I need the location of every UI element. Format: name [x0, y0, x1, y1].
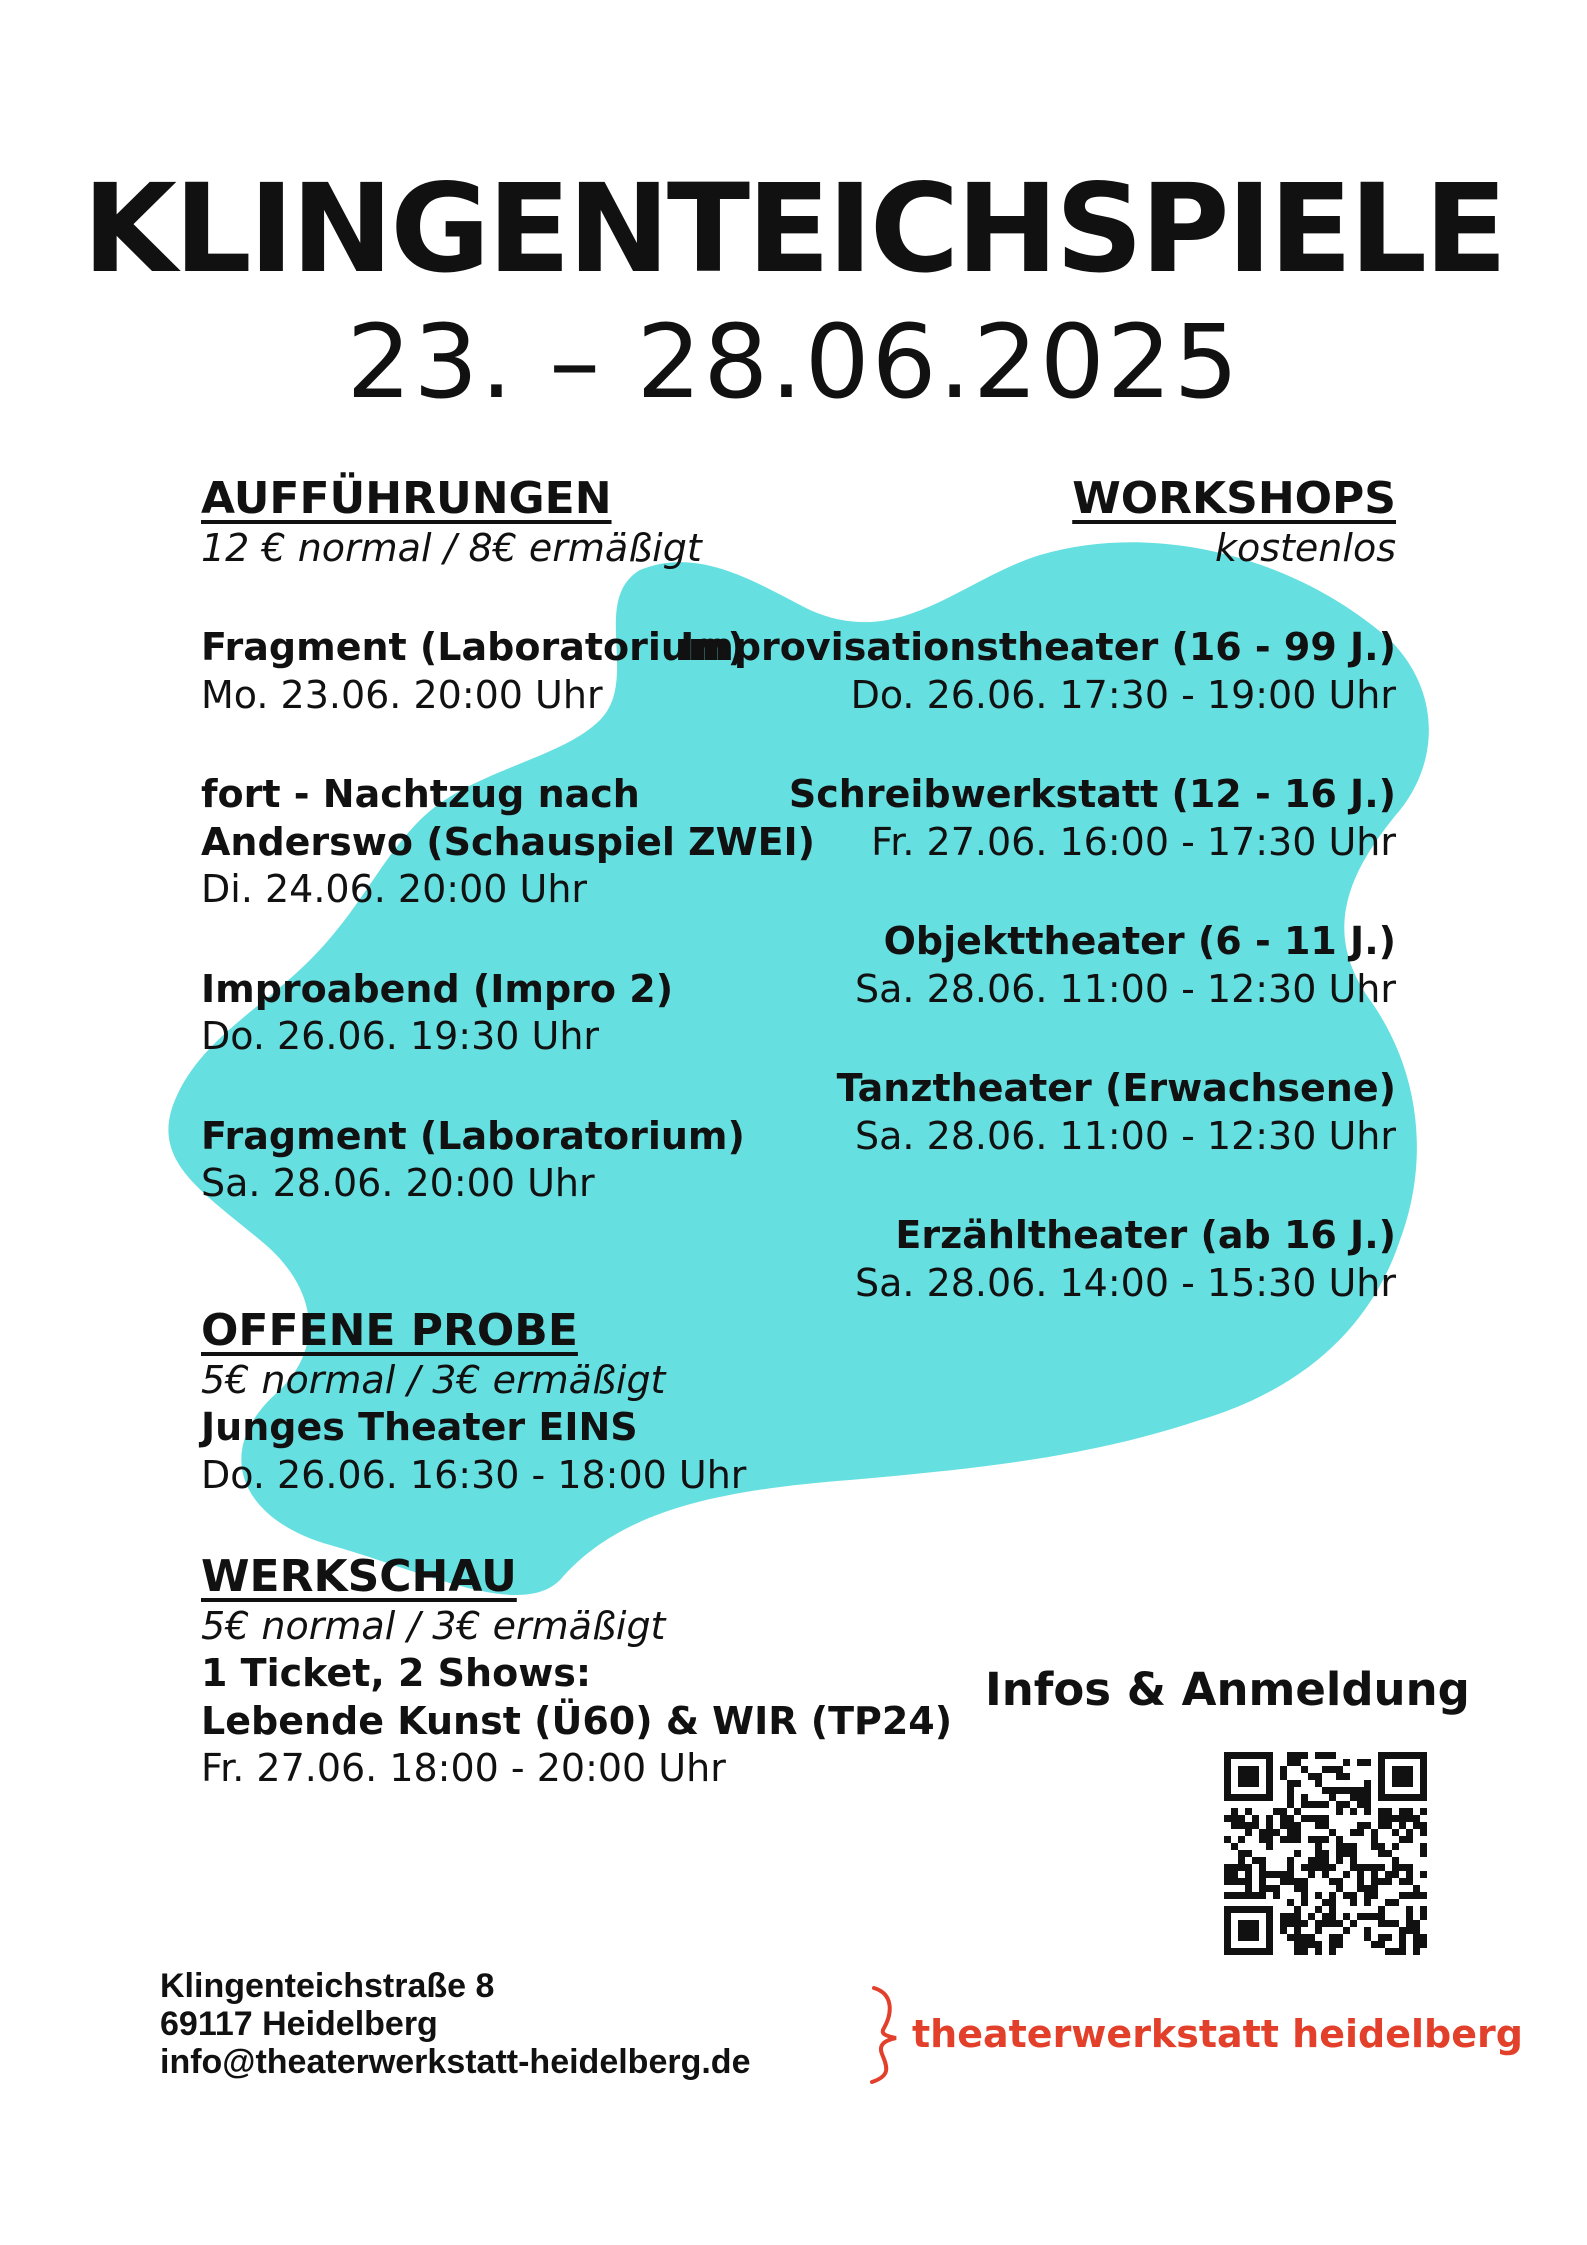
logo-text: theaterwerkstatt heidelberg	[912, 2012, 1523, 2056]
workshops-heading: WORKSHOPS	[1072, 473, 1396, 524]
workshops-section	[616, 474, 1396, 1307]
performances-price: 12 € normal / 8€ ermäßigt	[201, 525, 702, 570]
workshop-time: Sa. 28.06. 11:00 - 12:30 Uhr	[855, 966, 1396, 1011]
workshop-item	[616, 1065, 1396, 1160]
performance-title-line2: Anderswo (Schauspiel ZWEI)	[201, 819, 816, 864]
performance-time: Di. 24.06. 20:00 Uhr	[201, 867, 588, 912]
showcase-title: 1 Ticket, 2 Shows:	[201, 1651, 592, 1696]
workshop-item	[616, 624, 1396, 719]
open-rehearsal-heading: OFFENE PROBE	[201, 1305, 578, 1356]
performances-heading: AUFFÜHRUNGEN	[201, 473, 612, 524]
curly-brace-icon	[864, 1984, 904, 2084]
performance-time: Sa. 28.06. 20:00 Uhr	[201, 1161, 595, 1206]
theaterwerkstatt-logo	[864, 1984, 1523, 2084]
workshop-title: Tanztheater (Erwachsene)	[836, 1066, 1396, 1111]
workshop-title: Erzähltheater (ab 16 J.)	[895, 1213, 1396, 1258]
showcase-time: Fr. 27.06. 18:00 - 20:00 Uhr	[201, 1746, 726, 1791]
workshop-item	[616, 918, 1396, 1013]
email-link[interactable]: info@theaterwerkstatt-heidelberg.de	[160, 2043, 751, 2082]
workshop-time: Fr. 27.06. 16:00 - 17:30 Uhr	[871, 819, 1396, 864]
event-title: KLINGENTEICHSPIELE	[82, 158, 1505, 300]
address-city: 69117 Heidelberg	[160, 2005, 438, 2044]
performance-title: fort - Nachtzug nach	[201, 772, 640, 817]
performance-title: Fragment (Laboratorium)	[201, 625, 745, 670]
open-rehearsal-time: Do. 26.06. 16:30 - 18:00 Uhr	[201, 1452, 747, 1497]
workshop-item	[616, 771, 1396, 866]
workshop-item	[616, 1212, 1396, 1307]
showcase-title-line2: Lebende Kunst (Ü60) & WIR (TP24)	[201, 1698, 953, 1743]
workshop-time: Sa. 28.06. 14:00 - 15:30 Uhr	[855, 1260, 1396, 1305]
workshop-title: Improvisationstheater (16 - 99 J.)	[680, 625, 1396, 670]
performance-time: Do. 26.06. 19:30 Uhr	[201, 1014, 600, 1059]
showcase-section	[201, 1552, 1001, 1793]
open-rehearsal-price: 5€ normal / 3€ ermäßigt	[201, 1357, 666, 1402]
workshop-title: Schreibwerkstatt (12 - 16 J.)	[788, 772, 1396, 817]
open-rehearsal-title: Junges Theater EINS	[201, 1405, 638, 1450]
showcase-heading: WERKSCHAU	[201, 1551, 517, 1602]
qr-code[interactable]	[1224, 1752, 1427, 1955]
showcase-price: 5€ normal / 3€ ermäßigt	[201, 1603, 666, 1648]
event-dates: 23. – 28.06.2025	[346, 303, 1241, 422]
performance-time: Mo. 23.06. 20:00 Uhr	[201, 672, 603, 717]
info-registration-title: Infos & Anmeldung	[985, 1663, 1470, 1716]
performance-title: Fragment (Laboratorium)	[201, 1113, 745, 1158]
workshops-price: kostenlos	[1214, 525, 1396, 570]
address-block	[160, 1967, 750, 2081]
address-street: Klingenteichstraße 8	[160, 1967, 495, 2005]
workshop-title: Objekttheater (6 - 11 J.)	[883, 919, 1396, 964]
performance-title: Improabend (Impro 2)	[201, 966, 674, 1011]
open-rehearsal-section	[201, 1306, 1001, 1499]
workshop-time: Do. 26.06. 17:30 - 19:00 Uhr	[850, 672, 1396, 717]
workshop-time: Sa. 28.06. 11:00 - 12:30 Uhr	[855, 1113, 1396, 1158]
